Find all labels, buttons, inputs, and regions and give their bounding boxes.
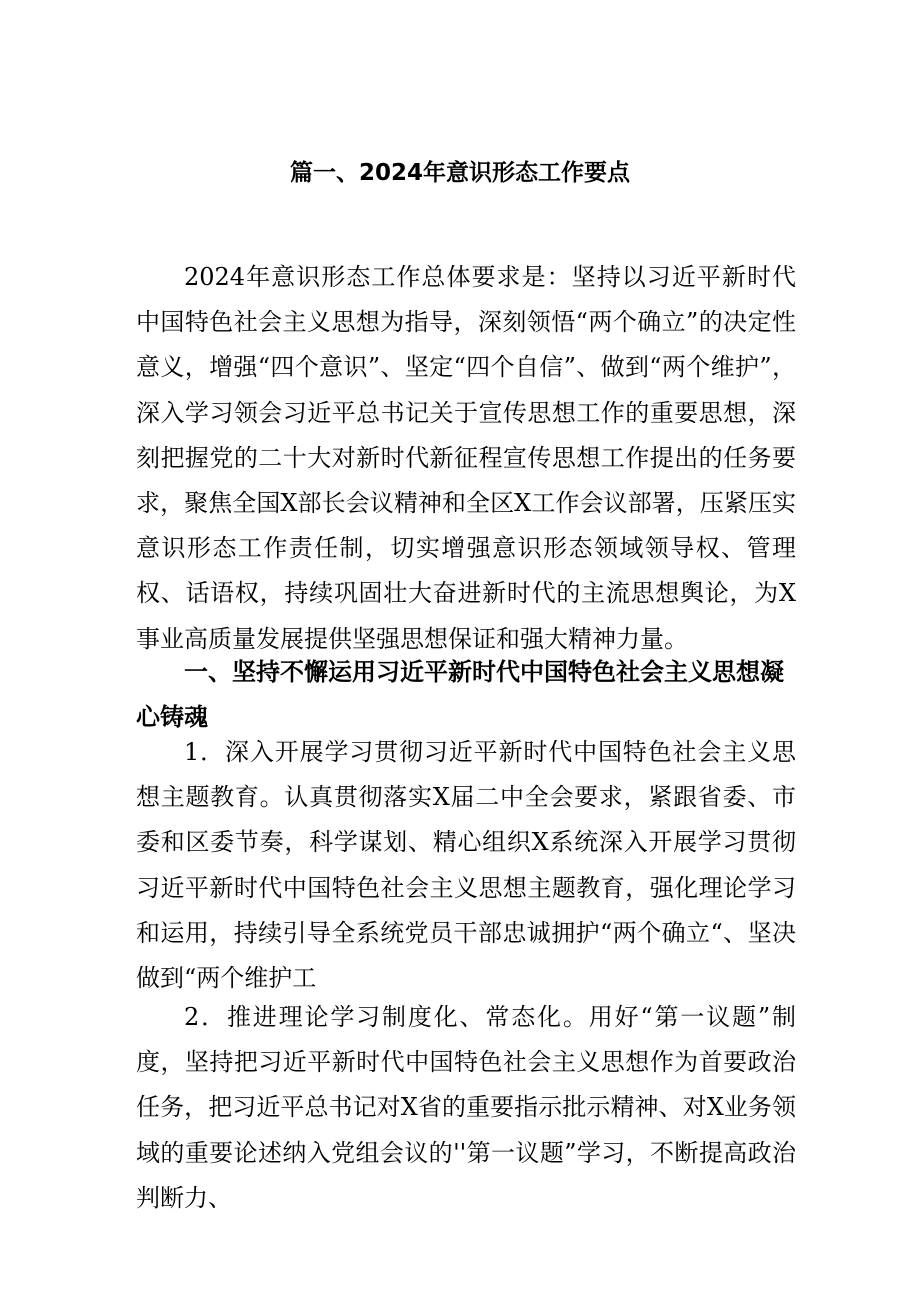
list-item-paragraph-1: 1．深入开展学习贯彻习近平新时代中国特色社会主义思想主题教育。认真贯彻落实X届二中全会要求，紧跟省委、市委和区委节奏，科学谋划、精心组织X系统深入开展学习贯彻习近平新时代中国特色社会主义思想主题教育，强化理论学习和运用，持续引导全系统党员干部忠诚拥护“两个确立“、坚决做到“两个维护工: [136, 738, 796, 993]
intro-paragraph: 2024年意识形态工作总体要求是：坚持以习近平新时代中国特色社会主义思想为指导，深刻领悟“两个确立”的决定性意义，增强“四个意识”、坚定“四个自信”、做到“两个维护”，深入学习领会习近平总书记关于宣传思想工作的重要思想，深刻把握党的二十大对新时代新征程宣传思想工作提出的任务要求，聚焦全国X部长会议精神和全区X工作会议部署，压紧压实意识形态工作责任制，切实增强意识形态领域领导权、管理权、话语权，持续巩固壮大奋进新时代的主流思想舆论，为X事业高质量发展提供坚强思想保证和强大精神力量。: [136, 263, 796, 653]
list-item-paragraph-2: 2．推进理论学习制度化、常态化。用好“第一议题”制度，坚持把习近平新时代中国特色社会主义思想作为首要政治任务，把习近平总书记对X省的重要指示批示精神、对X业务领域的重要论述纳入党组会议的''第一议题”学习，不断提高政治判断力、: [136, 1003, 796, 1212]
section-heading-1: 一、坚持不懈运用习近平新时代中国特色社会主义思想凝心铸魂: [136, 658, 784, 731]
document-title: 篇一、2024年意识形态工作要点: [289, 160, 630, 186]
